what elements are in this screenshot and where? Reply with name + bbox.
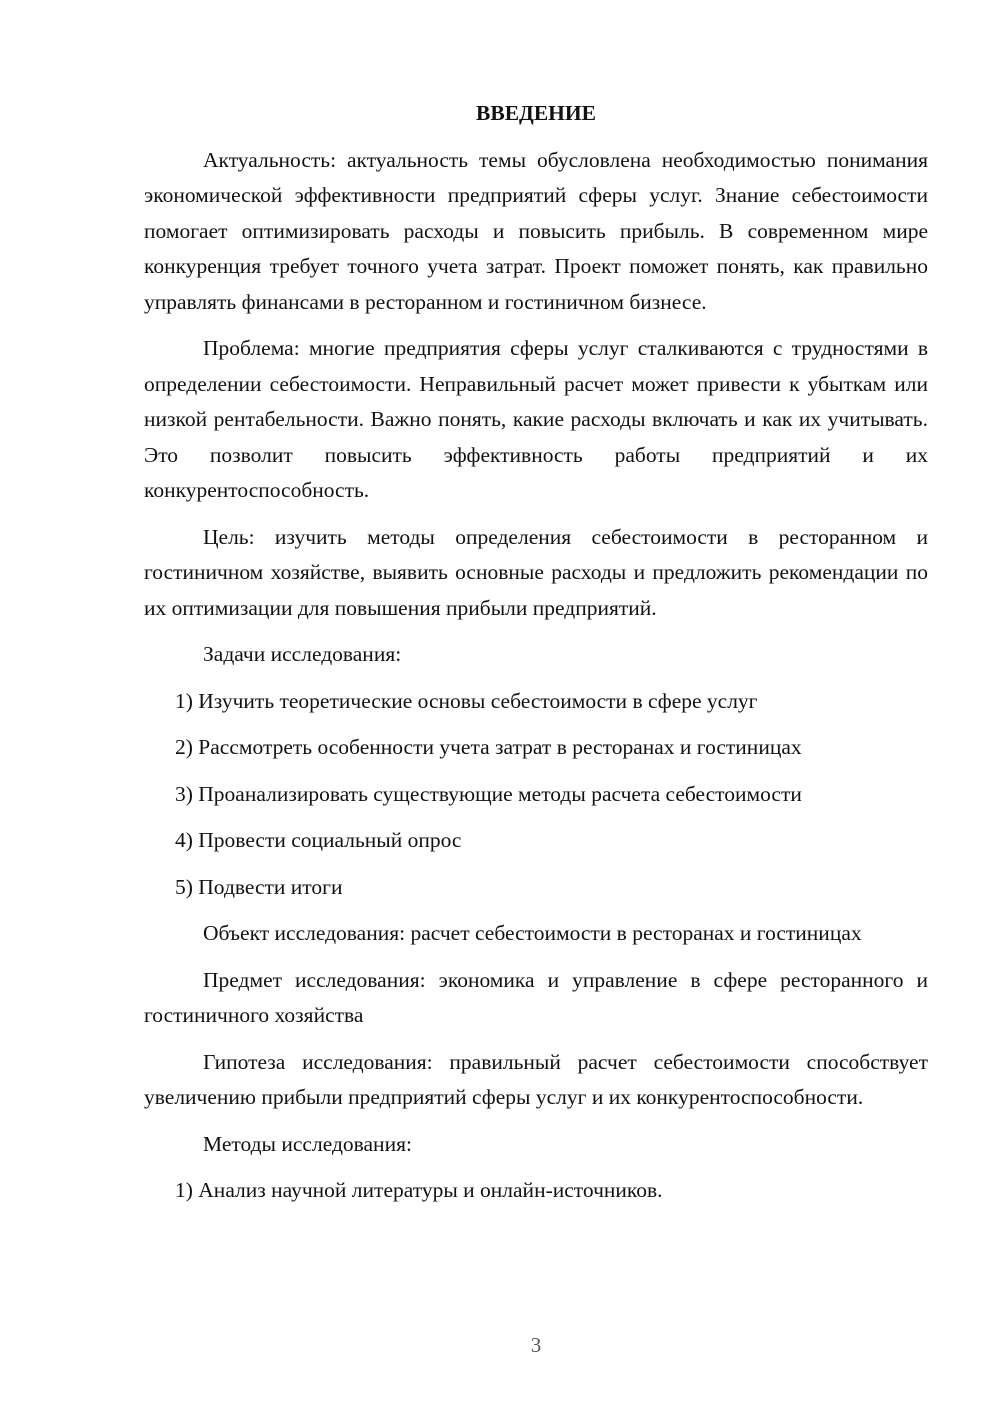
goal-paragraph: Цель: изучить методы определения себестоимости в ресторанном и гостиничном хозяйстве, выявить основные расходы и предложить рекомендации по их оптимизации для повышения прибыли предприятий. <box>144 524 928 620</box>
problem-paragraph: Проблема: многие предприятия сферы услуг сталкиваются с трудностями в определении себестоимости. Неправильный расчет может привести к убыткам или низкой рентабельности. Важно понять, какие расходы включать и как их учитывать. Это позволит повысить эффективность работы предприятий и их конкурентоспособность. <box>144 336 928 502</box>
methods-heading: Методы исследования: <box>203 1131 412 1156</box>
method-item-1: 1) Анализ научной литературы и онлайн-источников. <box>175 1178 663 1202</box>
page-content <box>144 96 928 1220</box>
task-item-1: 1) Изучить теоретические основы себестоимости в сфере услуг <box>175 688 758 713</box>
page-number: 3 <box>530 1333 542 1357</box>
subject-paragraph: Предмет исследования: экономика и управление в сфере ресторанного и гостиничного хозяйства <box>144 967 928 1027</box>
hypothesis-paragraph: Гипотеза исследования: правильный расчет себестоимости способствует увеличению прибыли предприятий сферы услуг и их конкурентоспособности. <box>144 1049 928 1109</box>
object-paragraph: Объект исследования: расчет себестоимости в ресторанах и гостиницах <box>203 921 862 945</box>
tasks-heading: Задачи исследования: <box>203 642 402 666</box>
task-item-4: 4) Провести социальный опрос <box>175 828 462 852</box>
task-item-2: 2) Рассмотреть особенности учета затрат в ресторанах и гостиницах <box>175 735 802 759</box>
section-title: ВВЕДЕНИЕ <box>476 101 596 125</box>
relevance-paragraph: Актуальность: актуальность темы обусловлена необходимостью понимания экономической эффективности предприятий сферы услуг. Знание себестоимости помогает оптимизировать расходы и повысить прибыль. В современном мире конкуренция требует точного учета затрат. Проект поможет понять, как правильно управлять финансами в ресторанном и гостиничном бизнесе. <box>144 147 928 314</box>
task-item-5: 5) Подвести итоги <box>175 874 343 899</box>
task-item-3: 3) Проанализировать существующие методы расчета себестоимости <box>175 781 802 806</box>
